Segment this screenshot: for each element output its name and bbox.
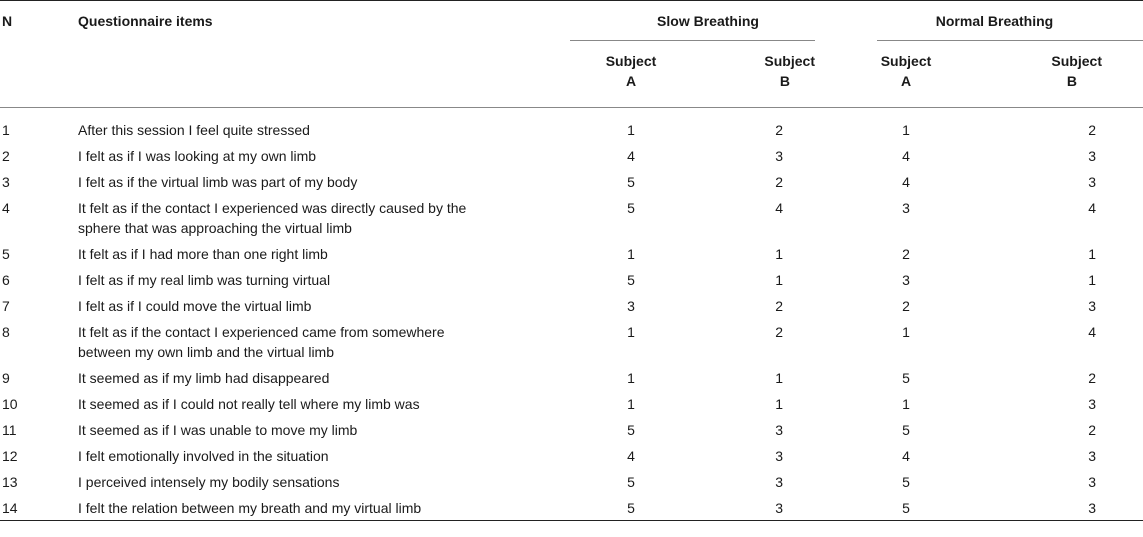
row-number: 5 — [2, 246, 10, 262]
slow-subject-b-score: 1 — [775, 246, 783, 262]
slow-subject-a-score: 5 — [627, 500, 635, 516]
row-number: 11 — [2, 422, 17, 438]
questionnaire-item — [78, 240, 570, 266]
questionnaire-item-line: I felt as if I was looking at my own limb — [78, 148, 317, 164]
header-n: N — [2, 13, 13, 29]
normal-subject-a-score: 3 — [902, 272, 910, 288]
normal-subject-a-score: 5 — [902, 474, 910, 490]
header-normal-breathing-label: Normal Breathing — [935, 13, 1054, 29]
row-number: 10 — [2, 396, 18, 412]
normal-subject-b-score: 3 — [1088, 148, 1096, 164]
header-normal-subject-b: Subject B — [1051, 53, 1102, 89]
slow-subject-b-score: 3 — [775, 448, 783, 464]
questionnaire-item-line: I felt as if I could move the virtual limb — [78, 298, 312, 314]
normal-subject-b-score: 2 — [1088, 122, 1096, 138]
normal-subject-b-score: 4 — [1088, 324, 1096, 340]
table-row — [0, 416, 1143, 442]
questionnaire-item — [78, 194, 570, 240]
questionnaire-item — [78, 390, 570, 416]
table-row — [0, 168, 1143, 194]
row-number: 1 — [2, 122, 10, 138]
table-row — [0, 442, 1143, 468]
questionnaire-item — [78, 416, 570, 442]
questionnaire-item-line: sphere that was approaching the virtual limb — [78, 220, 352, 236]
slow-subject-b-score: 1 — [775, 396, 783, 412]
header-questionnaire-items: Questionnaire items — [78, 13, 213, 29]
slow-subject-a-score: 1 — [627, 370, 635, 386]
questionnaire-item-line: I perceived intensely my bodily sensations — [78, 474, 340, 490]
header-normal-breathing — [846, 5, 1143, 41]
row-number: 9 — [2, 370, 10, 386]
header-normal-subject-a: Subject A — [880, 53, 932, 89]
slow-subject-a-score: 3 — [627, 298, 635, 314]
slow-subject-a-score: 1 — [627, 122, 635, 138]
questionnaire-item-line: It felt as if I had more than one right limb — [78, 246, 328, 262]
normal-subject-b-score: 3 — [1088, 474, 1096, 490]
table-row — [0, 266, 1143, 292]
row-number: 7 — [2, 298, 10, 314]
questionnaire-item — [78, 468, 570, 494]
slow-subject-b-score: 4 — [775, 200, 783, 216]
normal-subject-b-score: 3 — [1088, 298, 1096, 314]
header-row-groups — [0, 5, 1143, 41]
questionnaire-item-line: It seemed as if I could not really tell where my limb was — [78, 396, 420, 412]
slow-subject-a-score: 1 — [627, 396, 635, 412]
questionnaire-item — [78, 292, 570, 318]
questionnaire-item-line: I felt emotionally involved in the situation — [78, 448, 329, 464]
normal-subject-a-score: 5 — [902, 370, 910, 386]
slow-breathing-underline — [570, 40, 815, 41]
table-row — [0, 240, 1143, 266]
normal-breathing-underline — [877, 40, 1143, 41]
normal-subject-a-score: 4 — [902, 148, 910, 164]
slow-subject-b-score: 3 — [775, 422, 783, 438]
normal-subject-a-score: 4 — [902, 448, 910, 464]
questionnaire-item — [78, 266, 570, 292]
normal-subject-b-score: 1 — [1088, 246, 1096, 262]
slow-subject-b-score: 3 — [775, 474, 783, 490]
row-number: 6 — [2, 272, 10, 288]
questionnaire-item-line: After this session I feel quite stressed — [78, 122, 310, 138]
slow-subject-b-score: 2 — [775, 174, 783, 190]
questionnaire-item-line: I felt as if my real limb was turning virtual — [78, 272, 331, 288]
slow-subject-b-score: 1 — [775, 272, 783, 288]
questionnaire-item — [78, 142, 570, 168]
row-number: 8 — [2, 324, 10, 340]
row-number: 13 — [2, 474, 18, 490]
slow-subject-b-score: 2 — [775, 298, 783, 314]
normal-subject-a-score: 1 — [902, 324, 910, 340]
questionnaire-item-line: I felt the relation between my breath and my virtual limb — [78, 500, 422, 516]
normal-subject-a-score: 2 — [902, 298, 910, 314]
header-slow-subject-a: Subject A — [605, 53, 657, 89]
normal-subject-a-score: 4 — [902, 174, 910, 190]
normal-subject-b-score: 3 — [1088, 500, 1096, 516]
slow-subject-a-score: 5 — [627, 422, 635, 438]
slow-subject-b-score: 1 — [775, 370, 783, 386]
table-row — [0, 318, 1143, 364]
normal-subject-b-score: 3 — [1088, 396, 1096, 412]
normal-subject-b-score: 2 — [1088, 370, 1096, 386]
slow-subject-a-score: 5 — [627, 200, 635, 216]
normal-subject-b-score: 4 — [1088, 200, 1096, 216]
normal-subject-b-score: 2 — [1088, 422, 1096, 438]
header-slow-breathing-label: Slow Breathing — [657, 13, 759, 29]
questionnaire-item — [78, 494, 570, 521]
questionnaire-item — [78, 442, 570, 468]
row-number: 3 — [2, 174, 10, 190]
slow-subject-a-score: 5 — [627, 174, 635, 190]
slow-subject-a-score: 5 — [627, 272, 635, 288]
questionnaire-item — [78, 364, 570, 390]
bottom-rule — [0, 521, 1143, 522]
slow-subject-b-score: 2 — [775, 122, 783, 138]
questionnaire-item — [78, 108, 570, 142]
slow-subject-a-score: 4 — [627, 448, 635, 464]
slow-subject-a-score: 1 — [627, 324, 635, 340]
row-number: 2 — [2, 148, 10, 164]
questionnaire-item-line: I felt as if the virtual limb was part of my body — [78, 174, 358, 190]
questionnaire-item-line: between my own limb and the virtual limb — [78, 344, 335, 360]
normal-subject-b-score: 3 — [1088, 174, 1096, 190]
header-slow-subject-b: Subject B — [764, 53, 815, 89]
slow-subject-a-score: 1 — [627, 246, 635, 262]
normal-subject-a-score: 1 — [902, 122, 910, 138]
table-row — [0, 292, 1143, 318]
questionnaire-item-line: It seemed as if my limb had disappeared — [78, 370, 330, 386]
header-slow-breathing — [570, 5, 846, 41]
table-row — [0, 108, 1143, 142]
normal-subject-b-score: 3 — [1088, 448, 1096, 464]
slow-subject-a-score: 4 — [627, 148, 635, 164]
table-row — [0, 194, 1143, 240]
table-row — [0, 390, 1143, 416]
table-row — [0, 468, 1143, 494]
slow-subject-b-score: 2 — [775, 324, 783, 340]
table-row — [0, 494, 1143, 521]
row-number: 12 — [2, 448, 18, 464]
row-number: 14 — [2, 500, 18, 516]
questionnaire-item-line: It felt as if the contact I experienced was directly caused by the — [78, 200, 467, 216]
table-body — [0, 108, 1143, 521]
table-row — [0, 364, 1143, 390]
normal-subject-a-score: 3 — [902, 200, 910, 216]
header-row-subjects — [0, 41, 1143, 108]
normal-subject-a-score: 2 — [902, 246, 910, 262]
slow-subject-a-score: 5 — [627, 474, 635, 490]
questionnaire-item-line: It seemed as if I was unable to move my limb — [78, 422, 358, 438]
slow-subject-b-score: 3 — [775, 148, 783, 164]
questionnaire-item — [78, 318, 570, 364]
normal-subject-a-score: 5 — [902, 422, 910, 438]
table-row — [0, 142, 1143, 168]
normal-subject-b-score: 1 — [1088, 272, 1096, 288]
slow-subject-b-score: 3 — [775, 500, 783, 516]
normal-subject-a-score: 1 — [902, 396, 910, 412]
normal-subject-a-score: 5 — [902, 500, 910, 516]
row-number: 4 — [2, 200, 10, 216]
questionnaire-item-line: It felt as if the contact I experienced came from somewhere — [78, 324, 445, 340]
questionnaire-item — [78, 168, 570, 194]
